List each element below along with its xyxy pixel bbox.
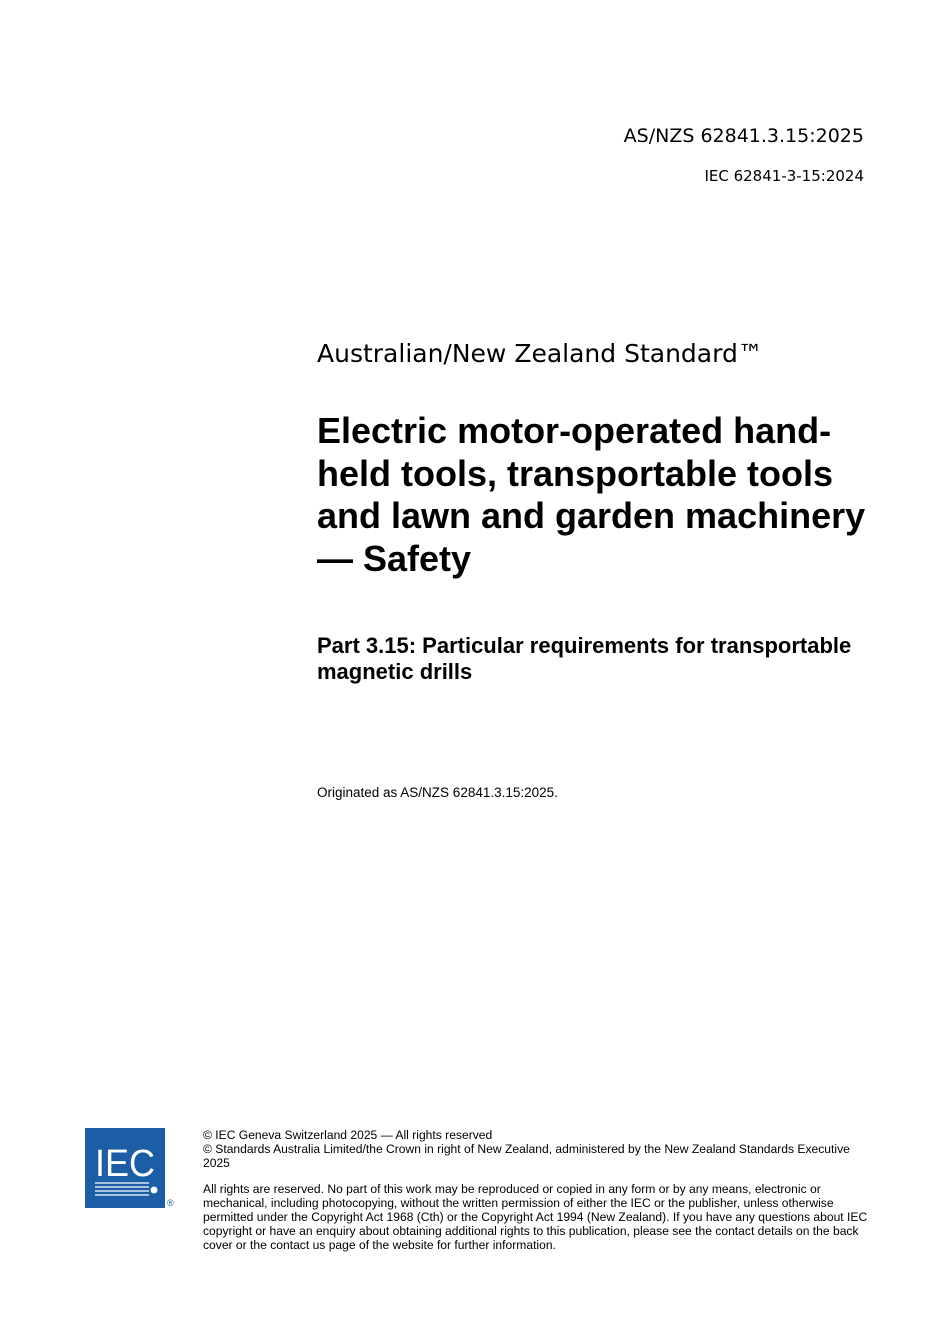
copyright-line-iec: © IEC Geneva Switzerland 2025 — All rights reserved <box>203 1128 493 1142</box>
document-title: Electric motor-operated hand-held tools, transportable tools and lawn and garden machinery — Safety <box>317 410 866 579</box>
rights-notice: All rights are reserved. No part of this work may be reproduced or copied in any form or by any means, electronic or mechanical, including photocopying, without the written permission of either the IEC or the publisher, unless otherwise permitted under the Copyright Act 1968 (Cth) or the Copyright Act 1994 (New Zealand). If you have any questions about IEC copyright or have an enquiry about obtaining additional rights to this publication, please see the contact details on the back cover or the contact us page of the website for further information. <box>203 1182 868 1252</box>
copyright-line-standards: © Standards Australia Limited/the Crown in right of New Zealand, administered by the New Zealand Standards Executive 2025 <box>203 1141 850 1170</box>
registered-mark: ® <box>167 1198 174 1208</box>
document-subtitle: Part 3.15: Particular requirements for transportable magnetic drills <box>317 633 852 684</box>
standard-type: Australian/New Zealand Standard™ <box>317 339 763 368</box>
iec-logo-graphic <box>85 1128 165 1208</box>
iec-logo <box>85 1128 165 1208</box>
origin-note: Originated as AS/NZS 62841.3.15:2025. <box>317 785 558 800</box>
iec-logo-text: IEC <box>95 1143 155 1185</box>
standard-number: AS/NZS 62841.3.15:2025 <box>623 125 864 147</box>
copyright-block <box>203 1129 871 1171</box>
iec-number: IEC 62841-3-15:2024 <box>704 167 864 185</box>
